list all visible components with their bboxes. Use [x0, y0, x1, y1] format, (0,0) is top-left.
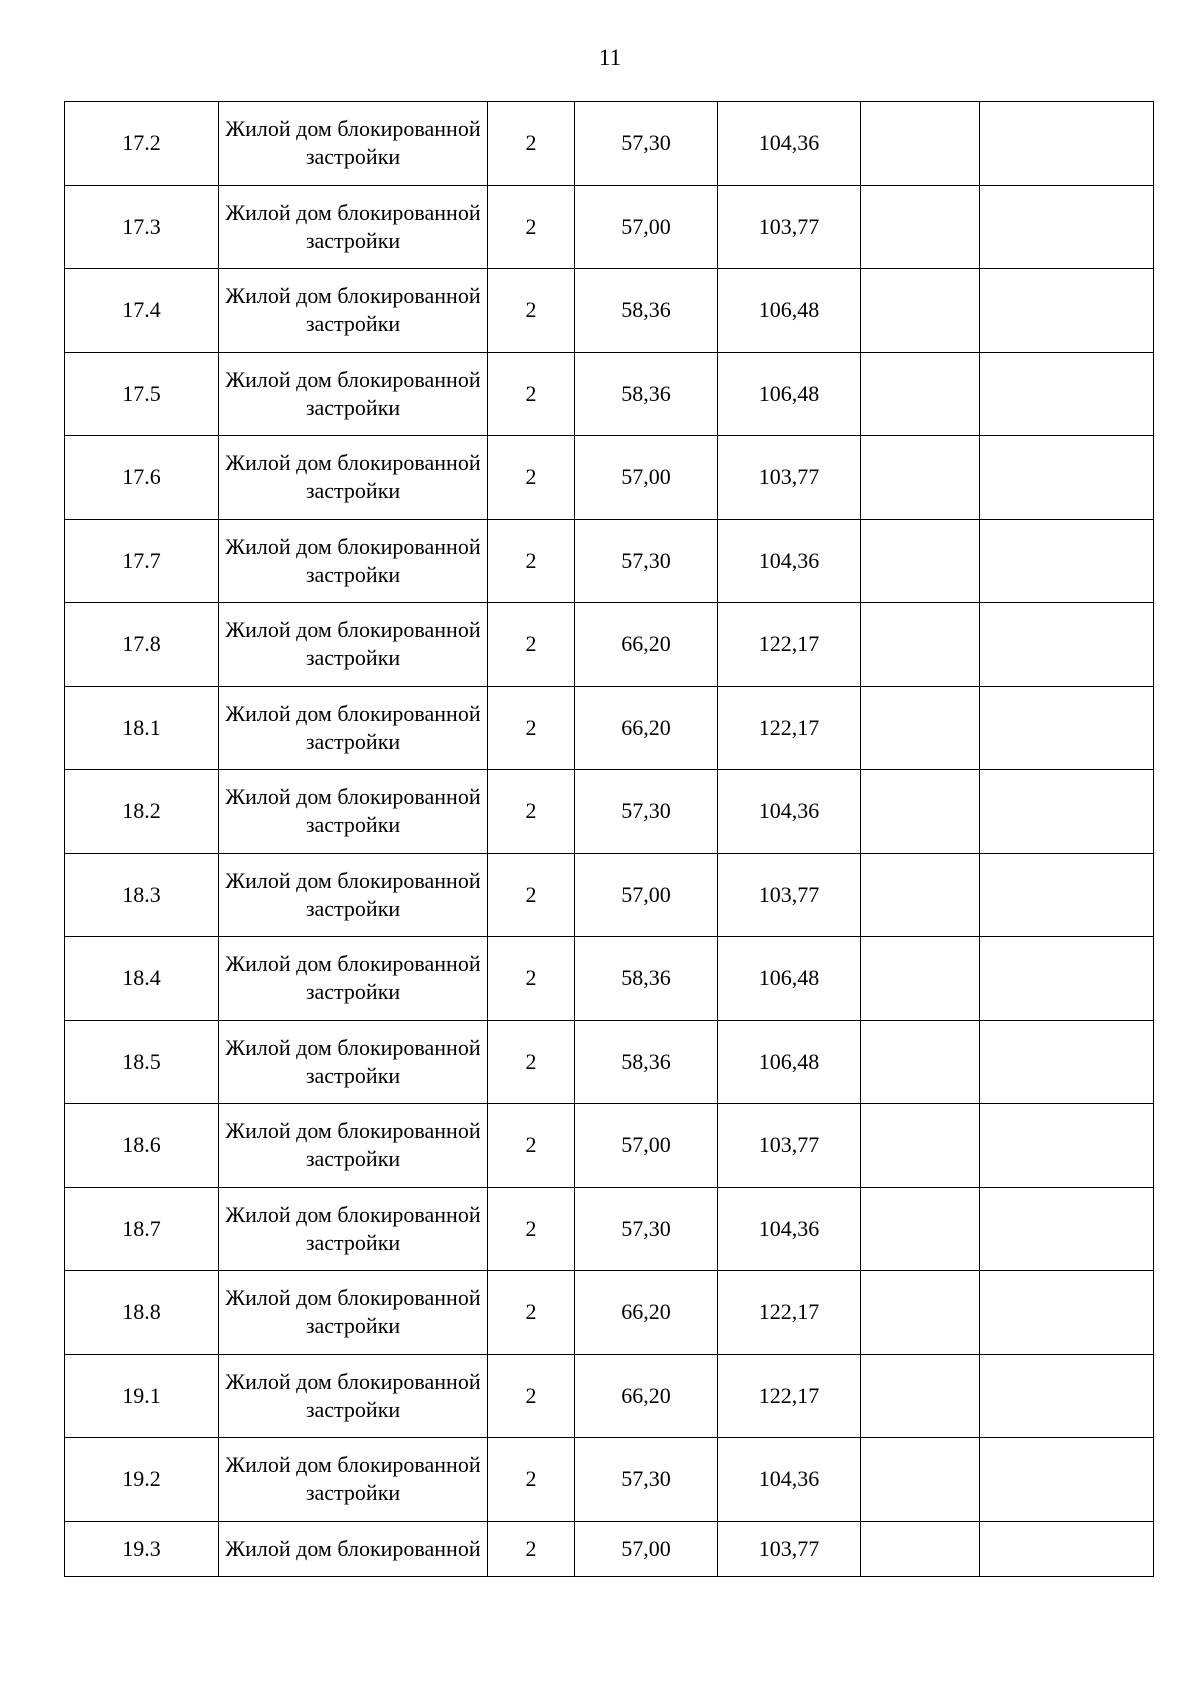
empty-cell-6 — [861, 1187, 980, 1271]
table-row — [65, 853, 1154, 937]
table-row — [65, 603, 1154, 687]
floors-cell: 2 — [488, 185, 575, 269]
empty-cell-6 — [861, 185, 980, 269]
row-number-cell: 18.4 — [65, 937, 219, 1021]
floors-cell: 2 — [488, 686, 575, 770]
table-row — [65, 436, 1154, 520]
row-number-cell: 19.2 — [65, 1438, 219, 1522]
building-type-text: Жилой дом блокированной застройки — [225, 784, 481, 838]
row-number-cell: 17.2 — [65, 102, 219, 186]
area-b-cell: 104,36 — [718, 102, 861, 186]
empty-cell-7 — [980, 269, 1154, 353]
empty-cell-7 — [980, 603, 1154, 687]
table-row — [65, 185, 1154, 269]
building-type-cell — [219, 102, 488, 186]
empty-cell-7 — [980, 352, 1154, 436]
area-a-cell: 57,30 — [575, 519, 718, 603]
table-row — [65, 1104, 1154, 1188]
building-type-text: Жилой дом блокированной застройки — [225, 366, 481, 420]
area-a-cell: 58,36 — [575, 937, 718, 1021]
empty-cell-7 — [980, 1187, 1154, 1271]
empty-cell-7 — [980, 1271, 1154, 1355]
table-row — [65, 1020, 1154, 1104]
empty-cell-6 — [861, 686, 980, 770]
building-type-text: Жилой дом блокированной застройки — [225, 1118, 481, 1172]
table-row — [65, 1438, 1154, 1522]
building-type-text: Жилой дом блокированной — [225, 1535, 481, 1561]
area-b-cell: 103,77 — [718, 1104, 861, 1188]
floors-cell: 2 — [488, 1438, 575, 1522]
floors-cell: 2 — [488, 1187, 575, 1271]
area-a-cell: 58,36 — [575, 1020, 718, 1104]
area-b-cell: 103,77 — [718, 436, 861, 520]
area-b-cell: 106,48 — [718, 1020, 861, 1104]
building-type-cell — [219, 269, 488, 353]
empty-cell-7 — [980, 1521, 1154, 1576]
empty-cell-6 — [861, 1020, 980, 1104]
building-type-text: Жилой дом блокированной застройки — [225, 1034, 481, 1088]
area-b-cell: 104,36 — [718, 519, 861, 603]
table-row — [65, 1354, 1154, 1438]
building-type-text: Жилой дом блокированной застройки — [225, 951, 481, 1005]
area-a-cell: 57,30 — [575, 102, 718, 186]
area-b-cell: 106,48 — [718, 269, 861, 353]
table-row — [65, 269, 1154, 353]
building-type-cell — [219, 853, 488, 937]
row-number-cell: 18.6 — [65, 1104, 219, 1188]
building-type-text: Жилой дом блокированной застройки — [225, 700, 481, 754]
empty-cell-6 — [861, 1104, 980, 1188]
row-number-cell: 17.3 — [65, 185, 219, 269]
building-type-text: Жилой дом блокированной застройки — [225, 1285, 481, 1339]
area-a-cell: 57,00 — [575, 436, 718, 520]
building-type-text: Жилой дом блокированной застройки — [225, 1452, 481, 1506]
area-b-cell: 104,36 — [718, 1187, 861, 1271]
area-b-cell: 103,77 — [718, 185, 861, 269]
area-b-cell: 103,77 — [718, 853, 861, 937]
area-a-cell: 57,00 — [575, 1521, 718, 1576]
empty-cell-7 — [980, 853, 1154, 937]
area-a-cell: 66,20 — [575, 1354, 718, 1438]
floors-cell: 2 — [488, 102, 575, 186]
row-number-cell: 18.5 — [65, 1020, 219, 1104]
area-b-cell: 106,48 — [718, 352, 861, 436]
empty-cell-6 — [861, 1438, 980, 1522]
building-type-cell — [219, 603, 488, 687]
empty-cell-6 — [861, 436, 980, 520]
empty-cell-7 — [980, 770, 1154, 854]
floors-cell: 2 — [488, 1354, 575, 1438]
area-a-cell: 58,36 — [575, 352, 718, 436]
empty-cell-7 — [980, 1104, 1154, 1188]
building-type-text: Жилой дом блокированной застройки — [225, 617, 481, 671]
building-type-text: Жилой дом блокированной застройки — [225, 450, 481, 504]
empty-cell-7 — [980, 1354, 1154, 1438]
floors-cell: 2 — [488, 436, 575, 520]
floors-cell: 2 — [488, 937, 575, 1021]
empty-cell-7 — [980, 185, 1154, 269]
row-number-cell: 17.5 — [65, 352, 219, 436]
row-number-cell: 18.2 — [65, 770, 219, 854]
row-number-cell: 18.8 — [65, 1271, 219, 1355]
floors-cell: 2 — [488, 269, 575, 353]
floors-cell: 2 — [488, 1104, 575, 1188]
area-b-cell: 104,36 — [718, 770, 861, 854]
row-number-cell: 18.7 — [65, 1187, 219, 1271]
empty-cell-6 — [861, 1354, 980, 1438]
building-type-cell — [219, 770, 488, 854]
empty-cell-6 — [861, 603, 980, 687]
area-b-cell: 122,17 — [718, 1271, 861, 1355]
building-type-cell — [219, 1187, 488, 1271]
table-row — [65, 937, 1154, 1021]
area-a-cell: 57,00 — [575, 1104, 718, 1188]
building-type-cell — [219, 1271, 488, 1355]
area-a-cell: 57,30 — [575, 1187, 718, 1271]
building-type-cell — [219, 436, 488, 520]
area-a-cell: 57,00 — [575, 853, 718, 937]
empty-cell-6 — [861, 1271, 980, 1355]
row-number-cell: 17.7 — [65, 519, 219, 603]
empty-cell-7 — [980, 1438, 1154, 1522]
floors-cell: 2 — [488, 352, 575, 436]
row-number-cell: 18.1 — [65, 686, 219, 770]
building-type-cell — [219, 1020, 488, 1104]
table-row — [65, 519, 1154, 603]
row-number-cell: 18.3 — [65, 853, 219, 937]
buildings-table — [64, 101, 1154, 1577]
building-type-text: Жилой дом блокированной застройки — [225, 867, 481, 921]
area-b-cell: 106,48 — [718, 937, 861, 1021]
floors-cell: 2 — [488, 770, 575, 854]
building-type-cell — [219, 1521, 488, 1576]
row-number-cell: 17.6 — [65, 436, 219, 520]
table-row — [65, 770, 1154, 854]
table-row — [65, 102, 1154, 186]
row-number-cell: 19.1 — [65, 1354, 219, 1438]
area-b-cell: 104,36 — [718, 1438, 861, 1522]
empty-cell-7 — [980, 686, 1154, 770]
empty-cell-7 — [980, 519, 1154, 603]
area-b-cell: 122,17 — [718, 1354, 861, 1438]
row-number-cell: 17.4 — [65, 269, 219, 353]
area-a-cell: 57,30 — [575, 1438, 718, 1522]
row-number-cell: 19.3 — [65, 1521, 219, 1576]
floors-cell: 2 — [488, 1271, 575, 1355]
building-type-cell — [219, 686, 488, 770]
area-a-cell: 57,00 — [575, 185, 718, 269]
building-type-text: Жилой дом блокированной застройки — [225, 116, 481, 170]
table-body — [65, 102, 1154, 1577]
area-a-cell: 57,30 — [575, 770, 718, 854]
table-row — [65, 1521, 1154, 1576]
area-b-cell: 103,77 — [718, 1521, 861, 1576]
area-b-cell: 122,17 — [718, 686, 861, 770]
building-type-text: Жилой дом блокированной застройки — [225, 533, 481, 587]
building-type-text: Жилой дом блокированной застройки — [225, 199, 481, 253]
floors-cell: 2 — [488, 1020, 575, 1104]
empty-cell-6 — [861, 1521, 980, 1576]
empty-cell-6 — [861, 937, 980, 1021]
empty-cell-7 — [980, 436, 1154, 520]
empty-cell-6 — [861, 853, 980, 937]
empty-cell-6 — [861, 269, 980, 353]
empty-cell-7 — [980, 937, 1154, 1021]
building-type-cell — [219, 1354, 488, 1438]
area-a-cell: 66,20 — [575, 603, 718, 687]
table-row — [65, 686, 1154, 770]
floors-cell: 2 — [488, 853, 575, 937]
area-a-cell: 66,20 — [575, 1271, 718, 1355]
building-type-text: Жилой дом блокированной застройки — [225, 1201, 481, 1255]
empty-cell-6 — [861, 519, 980, 603]
floors-cell: 2 — [488, 603, 575, 687]
row-number-cell: 17.8 — [65, 603, 219, 687]
area-a-cell: 66,20 — [575, 686, 718, 770]
empty-cell-6 — [861, 352, 980, 436]
page-number: 11 — [598, 45, 622, 70]
building-type-cell — [219, 1104, 488, 1188]
table-row — [65, 1271, 1154, 1355]
building-type-cell — [219, 519, 488, 603]
empty-cell-6 — [861, 770, 980, 854]
area-b-cell: 122,17 — [718, 603, 861, 687]
building-type-cell — [219, 1438, 488, 1522]
area-a-cell: 58,36 — [575, 269, 718, 353]
table-row — [65, 1187, 1154, 1271]
empty-cell-7 — [980, 1020, 1154, 1104]
building-type-cell — [219, 352, 488, 436]
building-type-cell — [219, 185, 488, 269]
table-row — [65, 352, 1154, 436]
building-type-text: Жилой дом блокированной застройки — [225, 1368, 481, 1422]
floors-cell: 2 — [488, 1521, 575, 1576]
floors-cell: 2 — [488, 519, 575, 603]
building-type-text: Жилой дом блокированной застройки — [225, 283, 481, 337]
empty-cell-6 — [861, 102, 980, 186]
empty-cell-7 — [980, 102, 1154, 186]
building-type-cell — [219, 937, 488, 1021]
